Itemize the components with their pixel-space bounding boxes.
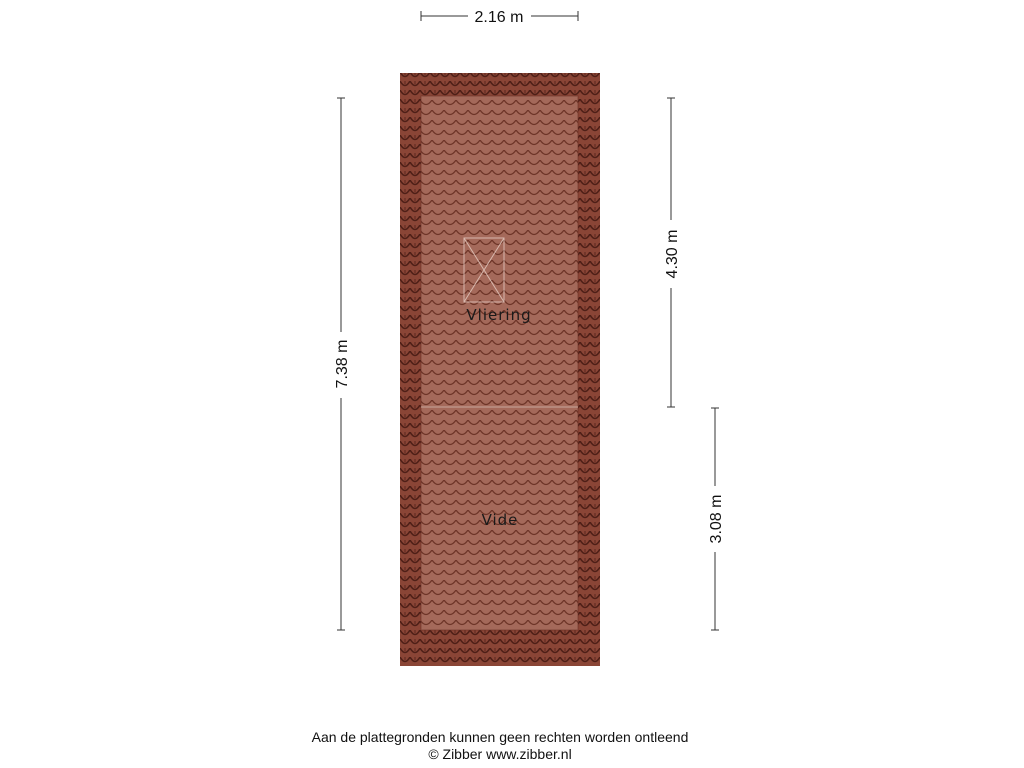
roof-inner <box>421 96 578 630</box>
footer-copyright: © Zibber www.zibber.nl <box>428 746 572 762</box>
dimension-left <box>334 98 351 630</box>
footer-disclaimer: Aan de plattegronden kunnen geen rechten worden ontleend <box>311 729 689 745</box>
dimension-right-lower-label: 3.08 m <box>708 494 725 544</box>
dimension-top-label: 2.16 m <box>474 9 524 26</box>
room-label-void: Vide <box>481 511 519 529</box>
dimension-right-lower <box>708 408 725 630</box>
dimension-right-upper <box>664 98 681 407</box>
roof <box>400 73 600 666</box>
dimension-right-upper-label: 4.30 m <box>664 229 681 279</box>
room-label-attic: Vliering <box>466 306 532 324</box>
dimension-top <box>421 9 578 26</box>
dimension-left-label: 7.38 m <box>334 339 351 389</box>
